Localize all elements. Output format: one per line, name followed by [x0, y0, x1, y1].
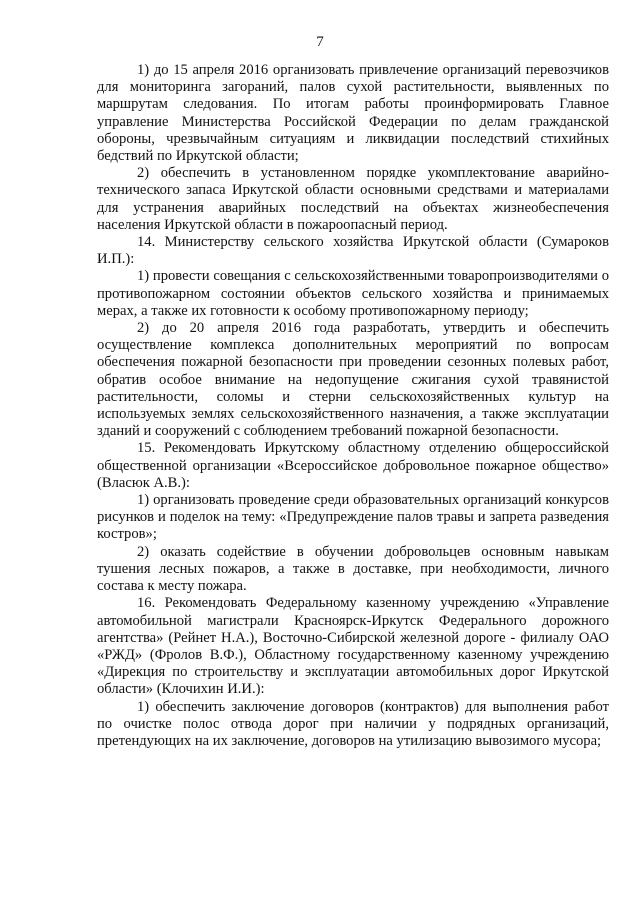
paragraph-14-1: 1) провести совещания с сельскохозяйственными товаропроизводителями о противопожарном состоянии объектов сельского хозяйства и принимаемых мерах, а также их готовности к особому противопожарному периоду; [97, 268, 609, 319]
paragraph-14-2: 2) до 20 апреля 2016 года разработать, утвердить и обеспечить осуществление комплекса дополнительных мероприятий по вопросам обеспечения пожарной безопасности при проведении сезонных полевых работ, обратив особое внимание на недопущение сжигания сухой травянистой растительности, соломы и стерни сельскохозяйственных культур на используемых землях сельскохозяйственного назначения, а также эксплуатации зданий и сооружений с соблюдением требований пожарной безопасности. [97, 320, 609, 440]
paragraph-16-1: 1) обеспечить заключение договоров (контрактов) для выполнения работ по очистке полос отвода дорог при наличии у подрядных организаций, претендующих на их заключение, договоров на утилизацию вывозимого мусора; [97, 698, 609, 749]
document-body [97, 62, 609, 750]
paragraph-14: 14. Министерству сельского хозяйства Иркутской области (Сумароков И.П.): [97, 234, 609, 268]
paragraph-16: 16. Рекомендовать Федеральному казенному учреждению «Управление автомобильной магистрали Красноярск-Иркутск Федерального дорожного агентства» (Рейнет Н.А.), Восточно-Сибирской железной дороге - филиалу ОАО «РЖД» (Фролов В.Ф.), Областному государственному казенному учреждению «Дирекция по строительству и эксплуатации автомобильных дорог Иркутской области» (Клочихин И.И.): [97, 595, 609, 698]
page-number: 7 [316, 34, 324, 50]
paragraph-13-1: 1) до 15 апреля 2016 организовать привлечение организаций перевозчиков для мониторинга загораний, палов сухой растительности, выявленных по маршрутам следования. По итогам работы проинформировать Главное управление Министерства Российской Федерации по делам гражданской обороны, чрезвычайным ситуациям и ликвидации последствий стихийных бедствий по Иркутской области; [97, 62, 609, 165]
paragraph-13-2: 2) обеспечить в установленном порядке укомплектование аварийно-технического запаса Иркутской области основными средствами и материалами для устранения аварийных последствий на объектах жизнеобеспечения населения Иркутской области в пожароопасный период. [97, 165, 609, 233]
paragraph-15: 15. Рекомендовать Иркутскому областному отделению общероссийской общественной организации «Всероссийское добровольное пожарное общество» (Власюк А.В.): [97, 440, 609, 491]
paragraph-15-1: 1) организовать проведение среди образовательных организаций конкурсов рисунков и поделок на тему: «Предупреждение палов травы и запрета разведения костров»; [97, 492, 609, 543]
paragraph-15-2: 2) оказать содействие в обучении добровольцев основным навыкам тушения лесных пожаров, а также в доставке, при необходимости, личного состава к месту пожара. [97, 543, 609, 595]
